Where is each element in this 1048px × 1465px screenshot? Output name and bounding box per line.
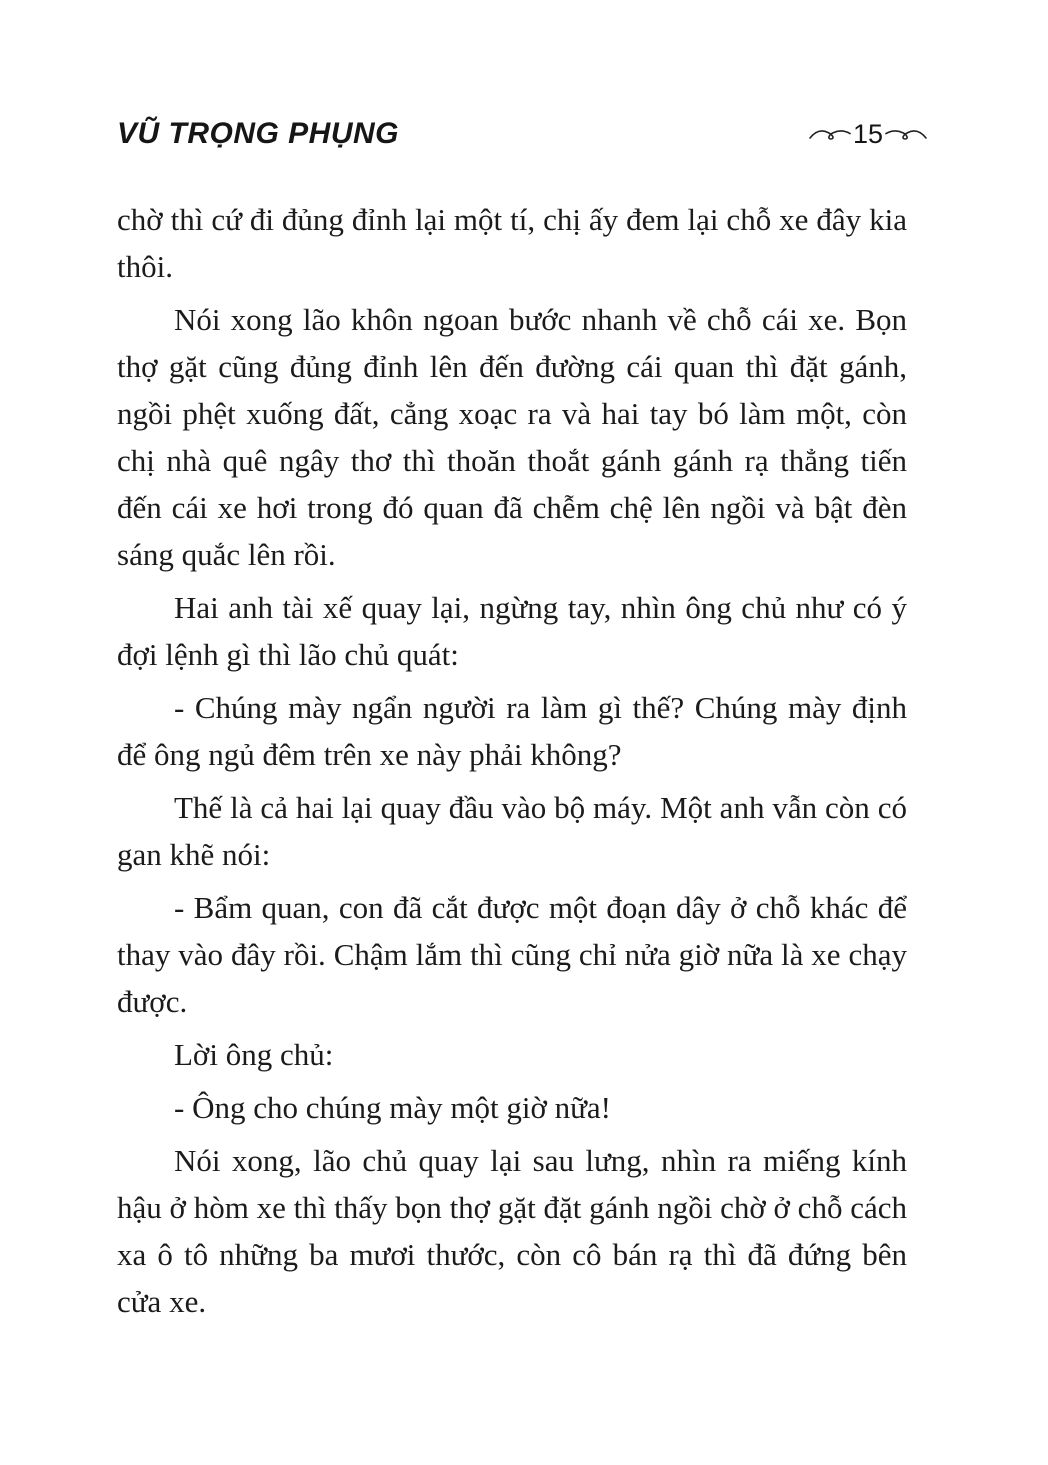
paragraph: - Bẩm quan, con đã cắt được một đoạn dây ở chỗ khác để thay vào đây rồi. Chậm lắm thì cũng chỉ nửa giờ nữa là xe chạy được. <box>117 890 907 1019</box>
paragraph: - Ông cho chúng mày một giờ nữa! <box>174 1090 611 1125</box>
paragraph: chờ thì cứ đi đủng đỉnh lại một tí, chị ấy đem lại chỗ xe đây kia thôi. <box>117 202 907 284</box>
page-number-value: 15 <box>852 118 883 149</box>
paragraph: Hai anh tài xế quay lại, ngừng tay, nhìn ông chủ như có ý đợi lệnh gì thì lão chủ quát: <box>117 590 907 672</box>
paragraph: Thế là cả hai lại quay đầu vào bộ máy. Một anh vẫn còn có gan khẽ nói: <box>117 790 907 872</box>
body-text <box>117 196 907 1331</box>
paragraph: Nói xong lão khôn ngoan bước nhanh về chỗ cái xe. Bọn thợ gặt cũng đủng đỉnh lên đến đường cái quan thì đặt gánh, ngồi phệt xuống đất, cẳng xoạc ra và hai tay bó làm một, còn chị nhà quê ngây thơ thì thoăn thoắt gánh gánh rạ thẳng tiến đến cái xe hơi trong đó quan đã chễm chệ lên ngồi và bật đèn sáng quắc lên rồi. <box>117 302 907 572</box>
page-number <box>809 118 927 149</box>
swash-ornament-left-icon <box>809 126 851 142</box>
running-header <box>117 112 927 156</box>
swash-ornament-right-icon <box>885 126 927 142</box>
paragraph: Lời ông chủ: <box>174 1037 334 1072</box>
author-name: VŨ TRỌNG PHỤNG <box>117 117 400 150</box>
paragraph: - Chúng mày ngẩn người ra làm gì thế? Chúng mày định để ông ngủ đêm trên xe này phải không? <box>117 690 907 772</box>
paragraph: Nói xong, lão chủ quay lại sau lưng, nhìn ra miếng kính hậu ở hòm xe thì thấy bọn thợ gặt đặt gánh ngồi chờ ở chỗ cách xa ô tô những ba mươi thước, còn cô bán rạ thì đã đứng bên cửa xe. <box>117 1143 907 1319</box>
